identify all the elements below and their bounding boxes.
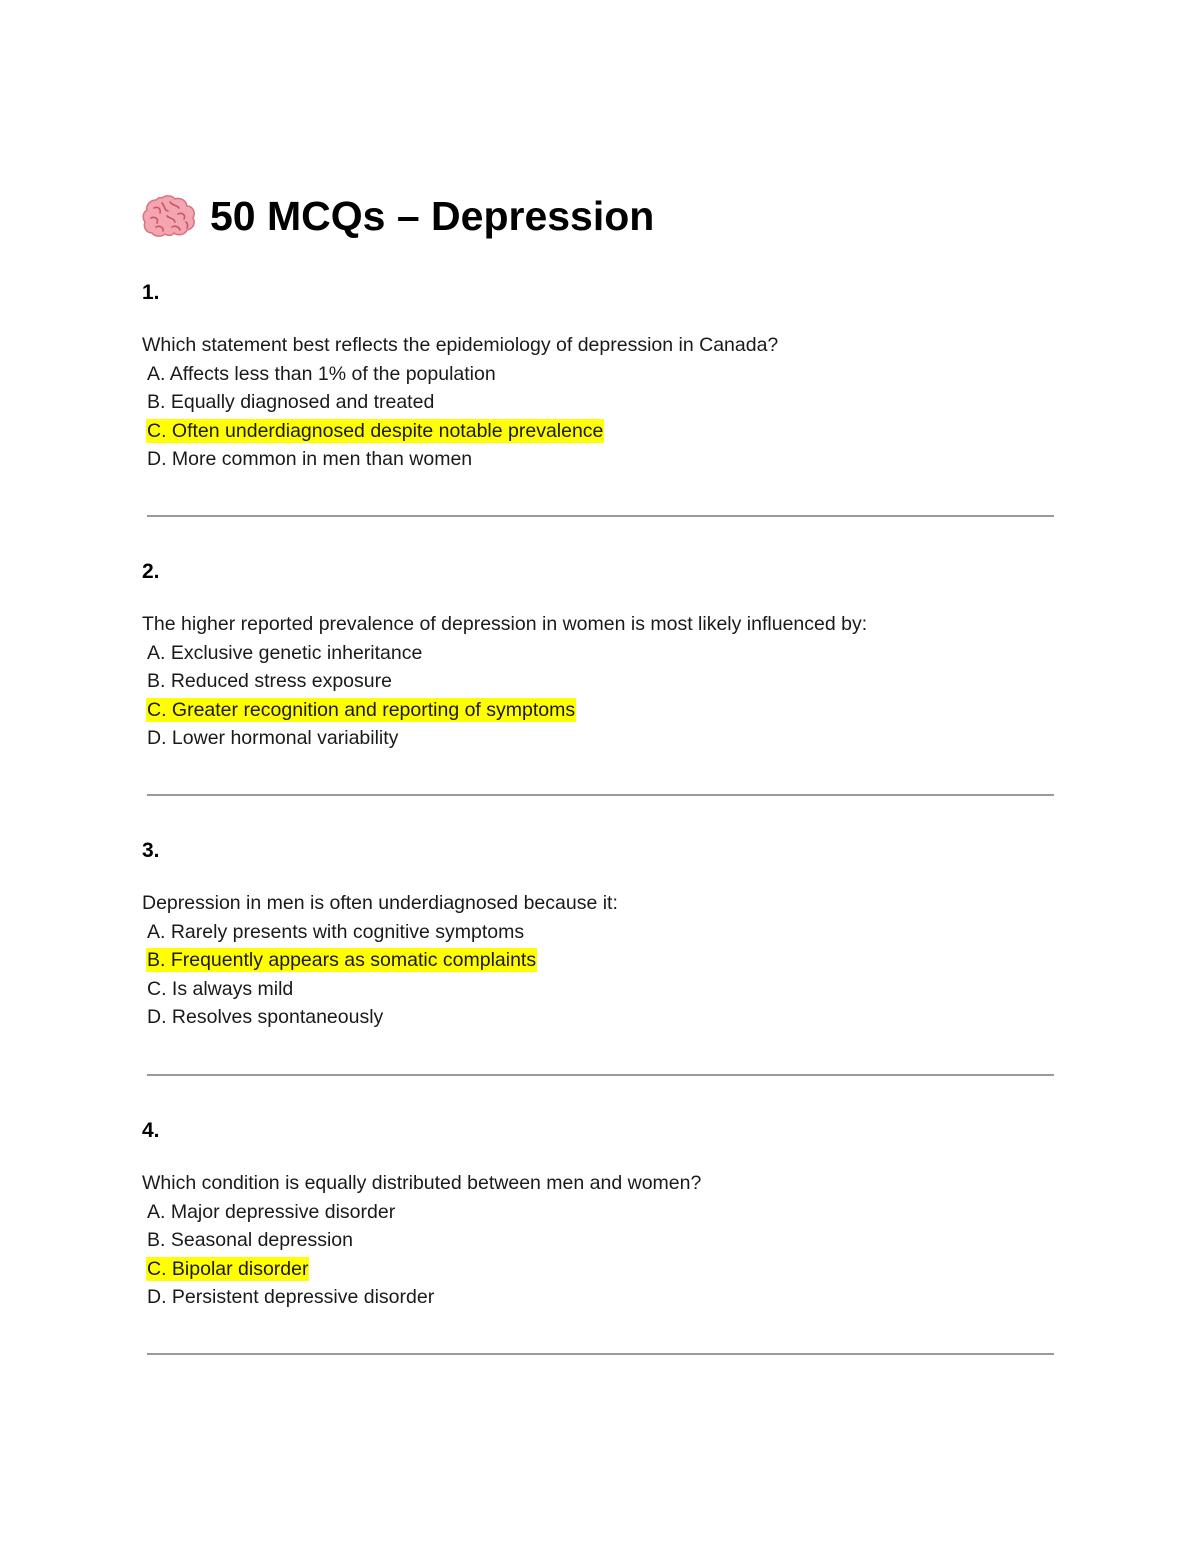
horizontal-divider	[147, 515, 1054, 517]
question-number: 2.	[142, 560, 160, 583]
question-text: Which condition is equally distributed between men and women?	[142, 1172, 702, 1194]
highlighted-answer: C. Greater recognition and reporting of symptoms	[147, 698, 576, 721]
option-b: B. Reduced stress exposure	[147, 670, 392, 692]
option-d: D. Resolves spontaneously	[147, 1006, 384, 1028]
option-a: A. Exclusive genetic inheritance	[147, 641, 423, 664]
question-number: 1.	[142, 281, 160, 304]
question-4	[142, 1117, 1062, 1312]
option-b: B. Seasonal depression	[147, 1229, 353, 1251]
option-d: D. More common in men than women	[147, 448, 473, 470]
option-a: A. Affects less than 1% of the population	[147, 362, 496, 385]
question-text: The higher reported prevalence of depression in women is most likely influenced by:	[142, 613, 868, 635]
question-text: Which statement best reflects the epidemiology of depression in Canada?	[142, 334, 779, 356]
option-b-correct	[142, 946, 1062, 975]
option-a: A. Major depressive disorder	[147, 1200, 396, 1223]
question-text: Depression in men is often underdiagnosed because it:	[142, 892, 618, 914]
option-c-correct	[142, 417, 1062, 446]
document-title: 50 MCQs – Depression	[210, 192, 655, 239]
horizontal-divider	[147, 794, 1054, 796]
option-d: D. Lower hormonal variability	[147, 727, 399, 749]
option-d: D. Persistent depressive disorder	[147, 1286, 435, 1308]
highlighted-answer: C. Often underdiagnosed despite notable prevalence	[147, 419, 604, 442]
title-row	[142, 188, 654, 244]
question-1	[142, 279, 1062, 474]
question-number: 4.	[142, 1119, 160, 1142]
question-number: 3.	[142, 839, 160, 862]
option-c-correct	[142, 1255, 1062, 1284]
question-2	[142, 558, 1062, 753]
highlighted-answer: C. Bipolar disorder	[147, 1257, 309, 1280]
brain-icon	[142, 194, 196, 238]
horizontal-divider	[147, 1353, 1054, 1355]
option-c-correct	[142, 696, 1062, 725]
option-c: C. Is always mild	[147, 977, 294, 1000]
option-a: A. Rarely presents with cognitive symptoms	[147, 920, 525, 943]
highlighted-answer: B. Frequently appears as somatic complaints	[147, 949, 537, 971]
question-3	[142, 837, 1062, 1032]
horizontal-divider	[147, 1074, 1054, 1076]
option-b: B. Equally diagnosed and treated	[147, 391, 435, 413]
